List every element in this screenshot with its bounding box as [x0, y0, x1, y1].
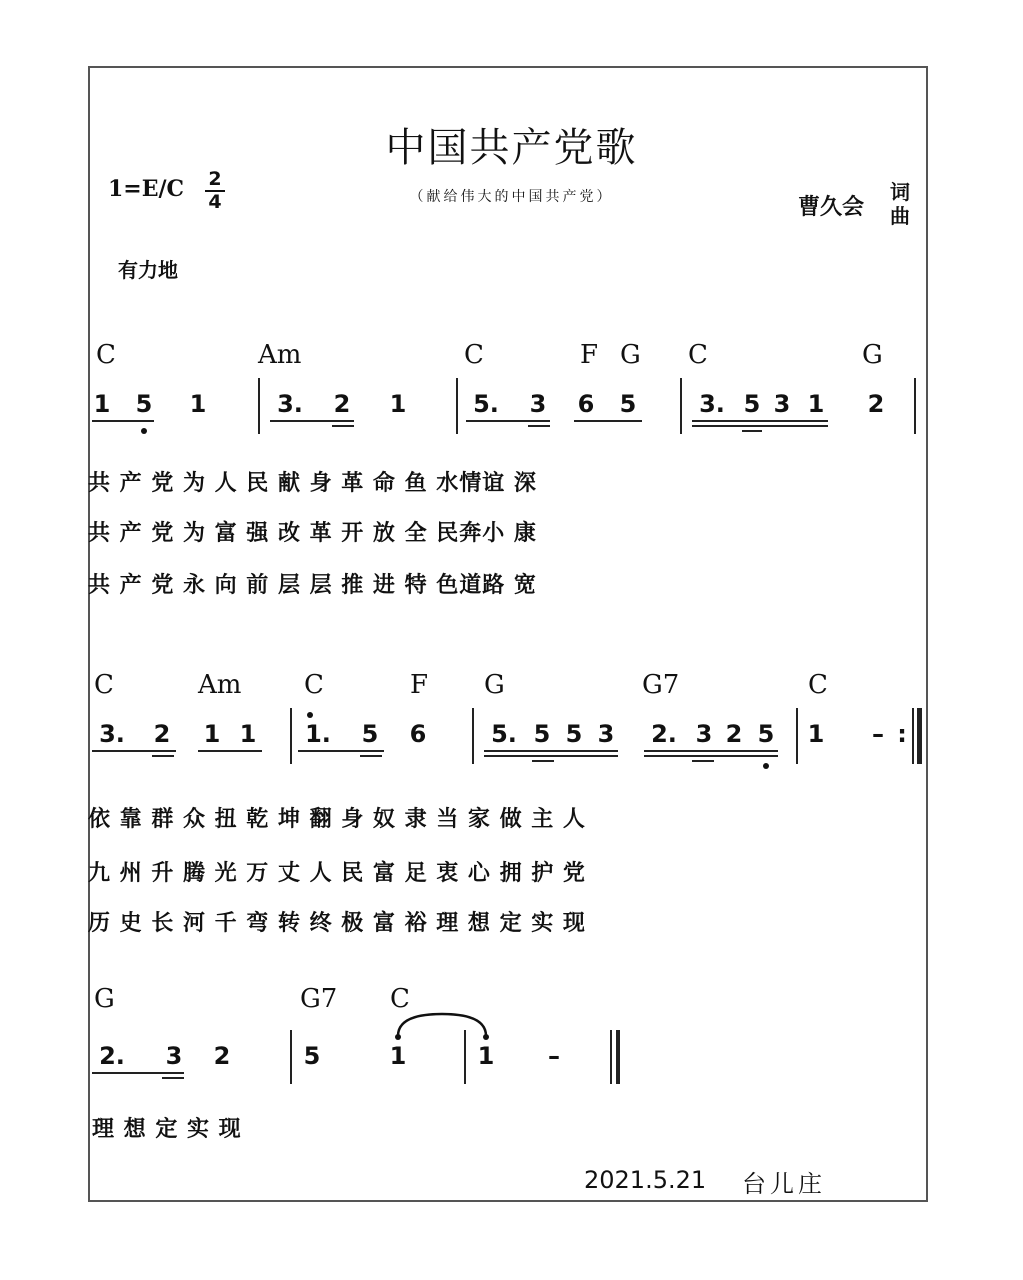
note: 2: [333, 390, 351, 418]
footer-place: 台儿庄: [742, 1170, 826, 1198]
note: 1: [389, 390, 407, 418]
note: 1: [807, 390, 825, 418]
sixteenth-underline: [692, 425, 828, 427]
note: 5: [565, 720, 583, 748]
bar-line: [290, 708, 292, 764]
tie-arc: [392, 1010, 492, 1040]
repeat-colon: :: [897, 720, 907, 748]
eighth-underline: [92, 750, 176, 752]
bar-line: [796, 708, 798, 764]
score-frame: [88, 66, 928, 1202]
chord: G: [484, 670, 505, 700]
sixteenth-underline: [360, 755, 382, 757]
credit-music: 曲: [890, 204, 910, 228]
chord: Am: [258, 340, 302, 370]
bar-line: [258, 378, 260, 434]
chord: F: [410, 670, 429, 700]
bar-line: [472, 708, 474, 764]
note: 1: [203, 720, 221, 748]
note: 1.: [305, 720, 331, 748]
thirtysecond-underline: [692, 760, 714, 762]
sixteenth-underline: [162, 1077, 184, 1079]
chord: C: [94, 670, 114, 700]
note: 3.: [277, 390, 303, 418]
note: 5: [303, 1042, 321, 1070]
note: 5: [533, 720, 551, 748]
key-signature: 1=E/C: [108, 176, 185, 202]
chord: G7: [642, 670, 680, 700]
note: 1: [189, 390, 207, 418]
lyric-line: 理 想 定 实 现: [92, 1117, 242, 1142]
lyric-line: 历 史 长 河 千 弯 转 终 极 富 裕 理 想 定 实 现: [88, 911, 586, 936]
credit-lyrics: 词: [890, 180, 910, 204]
note: 2: [867, 390, 885, 418]
eighth-underline: [92, 1072, 184, 1074]
note: –: [548, 1042, 560, 1070]
chord: C: [808, 670, 828, 700]
lyric-line: 共 产 党 为 人 民 献 身 革 命 鱼 水情谊 深: [88, 471, 537, 496]
bar-line: [464, 1030, 466, 1084]
note: 3: [773, 390, 791, 418]
bar-line: [680, 378, 682, 434]
note: 3.: [99, 720, 125, 748]
note: 1: [389, 1042, 407, 1070]
sixteenth-underline: [528, 425, 550, 427]
thirtysecond-underline: [742, 430, 762, 432]
bar-line: [456, 378, 458, 434]
time-signature: [203, 170, 227, 212]
note: 6: [409, 720, 427, 748]
note: 3: [597, 720, 615, 748]
low-octave-dot: [763, 763, 769, 769]
note: 2: [153, 720, 171, 748]
sixteenth-underline: [332, 425, 354, 427]
song-subtitle: （献给伟大的中国共产党）: [409, 189, 614, 205]
note: 3.: [699, 390, 725, 418]
note: 2: [725, 720, 743, 748]
note: 5: [135, 390, 153, 418]
footer-date: 2021.5.21: [584, 1166, 707, 1194]
thirtysecond-underline: [532, 760, 554, 762]
bar-line: [914, 378, 916, 434]
lyric-line: 共 产 党 永 向 前 层 层 推 进 特 色道路 宽: [88, 573, 537, 598]
note: 3: [165, 1042, 183, 1070]
note: 1: [807, 720, 825, 748]
note: 5: [743, 390, 761, 418]
eighth-underline: [92, 420, 154, 422]
chord: C: [304, 670, 324, 700]
sixteenth-underline: [484, 755, 618, 757]
note: 5: [757, 720, 775, 748]
note: 5: [619, 390, 637, 418]
lyric-line: 九 州 升 腾 光 万 丈 人 民 富 足 衷 心 拥 护 党: [88, 861, 586, 886]
chord: G: [620, 340, 641, 370]
eighth-underline: [298, 750, 384, 752]
chord: C: [688, 340, 708, 370]
note: 5.: [491, 720, 517, 748]
note: 1: [239, 720, 257, 748]
final-bar-thin: [610, 1030, 612, 1084]
time-signature-bottom: 4: [208, 191, 222, 213]
low-octave-dot: [141, 428, 147, 434]
tempo-marking: 有力地: [118, 258, 178, 282]
sixteenth-underline: [644, 755, 778, 757]
eighth-underline: [692, 420, 828, 422]
author-name: 曹久会: [798, 195, 865, 220]
note: 1: [477, 1042, 495, 1070]
note: –: [872, 720, 884, 748]
note: 1: [93, 390, 111, 418]
eighth-underline: [484, 750, 618, 752]
chord: C: [96, 340, 116, 370]
chord: G7: [300, 984, 338, 1014]
lyric-line: 共 产 党 为 富 强 改 革 开 放 全 民奔小 康: [88, 521, 537, 546]
note: 3: [695, 720, 713, 748]
chord: C: [390, 984, 410, 1014]
chord: G: [94, 984, 115, 1014]
eighth-underline: [198, 750, 262, 752]
eighth-underline: [644, 750, 778, 752]
lyric-line: 依 靠 群 众 扭 乾 坤 翻 身 奴 隶 当 家 做 主 人: [88, 807, 586, 832]
note: 3: [529, 390, 547, 418]
time-signature-top: 2: [208, 168, 222, 190]
note: 5.: [473, 390, 499, 418]
bar-line: [290, 1030, 292, 1084]
high-octave-dot: [307, 712, 313, 718]
chord: F: [580, 340, 599, 370]
note: 2: [213, 1042, 231, 1070]
eighth-underline: [574, 420, 642, 422]
repeat-bar-thin: [912, 708, 914, 764]
chord: G: [862, 340, 883, 370]
note: 6: [577, 390, 595, 418]
chord: Am: [198, 670, 242, 700]
eighth-underline: [270, 420, 354, 422]
final-bar-thick: [616, 1030, 620, 1084]
note: 2.: [99, 1042, 125, 1070]
note: 2.: [651, 720, 677, 748]
repeat-bar-thick: [917, 708, 922, 764]
note: 5: [361, 720, 379, 748]
song-title: 中国共产党歌: [385, 125, 638, 171]
chord: C: [464, 340, 484, 370]
eighth-underline: [466, 420, 550, 422]
sixteenth-underline: [152, 755, 174, 757]
